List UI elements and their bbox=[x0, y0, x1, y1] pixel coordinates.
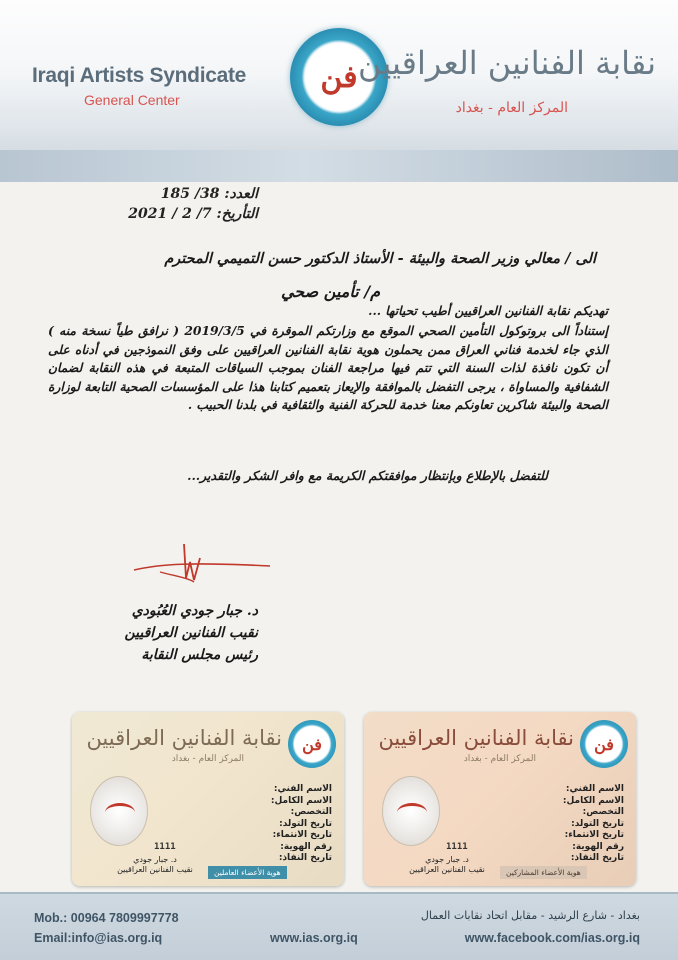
card-field: الاسم الكامل: bbox=[562, 795, 624, 806]
card-field: تاريخ النفاذ: bbox=[278, 853, 332, 863]
card-signer bbox=[110, 855, 200, 875]
signatory-role: رئيس مجلس النقابة bbox=[141, 647, 258, 663]
card-seal bbox=[382, 776, 440, 846]
card-title: نقابة الفنانين العراقيين bbox=[378, 726, 574, 750]
card-logo bbox=[580, 720, 628, 768]
logo-mark: فن bbox=[309, 47, 369, 107]
header-band bbox=[0, 150, 678, 182]
card-title: نقابة الفنانين العراقيين bbox=[86, 726, 282, 750]
org-name-ar: نقابة الفنانين العراقيين bbox=[358, 44, 656, 82]
card-field: تاريخ النفاذ: bbox=[570, 853, 624, 863]
card-serial: 1111 bbox=[154, 842, 176, 852]
org-subtitle-en: General Center bbox=[84, 92, 180, 108]
id-card-participating-members bbox=[364, 712, 636, 886]
card-field: الاسم الكامل: bbox=[270, 795, 332, 806]
signature-block bbox=[124, 600, 258, 666]
footer-facebook-link[interactable]: www.facebook.com/ias.org.iq bbox=[464, 931, 640, 945]
letter-number: العدد: 38/ 185 bbox=[160, 186, 258, 202]
signatory-title: نقيب الفنانين العراقيين bbox=[124, 625, 258, 641]
letter-date: التأريخ: 7/ 2 / 2021 bbox=[128, 206, 258, 222]
card-logo-mark: فن bbox=[302, 734, 322, 754]
letter-recipient: الى / معالي وزير الصحة والبيئة - الأستاذ الدكتور حسن التميمي المحترم bbox=[164, 250, 596, 267]
card-logo-mark: فن bbox=[594, 734, 614, 754]
card-fields bbox=[271, 784, 332, 865]
card-header bbox=[364, 712, 636, 776]
card-type-badge: هوية الأعضاء العاملين bbox=[208, 866, 287, 879]
footer-mobile: Mob.: 00964 7809997778 bbox=[34, 911, 179, 925]
footer-email-link[interactable]: Email:info@ias.org.iq bbox=[34, 931, 163, 945]
card-field: رقم الهوية: bbox=[572, 841, 624, 852]
card-subtitle: المركز العام - بغداد bbox=[463, 754, 536, 764]
letter-body: إستناداً الى بروتوكول التأمين الصحي الموقع مع وزارتكم الموقرة في 2019/3/5 ( نرافق طياً نسخة منه ) الذي جاء لخدمة فناني العراق ممن يحملون هوية نقابة الفنانين العراقيين على وفق النموذجين في أدناه على أن تكون نافذة لذات السنة التي تتم فيها مراجعة الفنان بموجب السياقات المتبعة في هذه النقابة لضمان الشفافية والمساواة ، يرجى التفضل بالموافقة والإيعاز بتعميم كتابنا هذا على المؤسسات الصحية التابعة لوزارة الصحة والبيئة شاكرين تعاونكم معنا خدمة للحركة الفنية والثقافية في بلدنا الحبيب . bbox=[48, 323, 608, 413]
org-subtitle-ar: المركز العام - بغداد bbox=[455, 100, 568, 116]
card-signer-name: د. جبار جودي bbox=[425, 855, 469, 864]
card-field: التخصص: bbox=[582, 807, 624, 817]
card-logo bbox=[288, 720, 336, 768]
letterhead bbox=[0, 0, 678, 182]
card-signer bbox=[402, 855, 492, 875]
card-subtitle: المركز العام - بغداد bbox=[171, 754, 244, 764]
footer-website-link[interactable]: www.ias.org.iq bbox=[270, 931, 358, 945]
card-field: تاريخ الانتماء: bbox=[272, 830, 332, 840]
id-card-working-members bbox=[72, 712, 344, 886]
card-field: التخصص: bbox=[290, 807, 332, 817]
handwritten-signature bbox=[130, 538, 280, 598]
card-field: الاسم الفني: bbox=[565, 784, 624, 794]
letter-greeting: تهديكم نقابة الفنانين العراقيين أطيب تحياتها ... bbox=[368, 303, 608, 318]
letter-closing: للتفضل بالإطلاع وبإنتظار موافقتكم الكريمة مع وافر الشكر والتقدير... bbox=[187, 468, 548, 483]
org-name-en: Iraqi Artists Syndicate bbox=[32, 64, 247, 87]
card-signer-title: نقيب الفنانين العراقيين bbox=[117, 865, 193, 874]
card-fields bbox=[563, 784, 624, 865]
signatory-name: د. جبار جودي العُبُودي bbox=[131, 603, 258, 619]
card-seal bbox=[90, 776, 148, 846]
card-field: تاريخ التولد: bbox=[279, 818, 332, 829]
card-signer-title: نقيب الفنانين العراقيين bbox=[409, 865, 485, 874]
card-type-badge: هوية الأعضاء المشاركين bbox=[500, 866, 587, 879]
card-field: تاريخ التولد: bbox=[571, 818, 624, 829]
card-field: رقم الهوية: bbox=[280, 841, 332, 852]
footer-address: بغداد - شارع الرشيد - مقابل اتحاد نقابات العمال bbox=[420, 909, 640, 922]
letter-footer bbox=[0, 892, 678, 960]
card-field: الاسم الفني: bbox=[273, 784, 332, 794]
card-signer-name: د. جبار جودي bbox=[133, 855, 177, 864]
card-field: تاريخ الانتماء: bbox=[564, 830, 624, 840]
card-serial: 1111 bbox=[446, 842, 468, 852]
letter-subject: م/ تأمين صحي bbox=[280, 282, 380, 301]
card-header bbox=[72, 712, 344, 776]
